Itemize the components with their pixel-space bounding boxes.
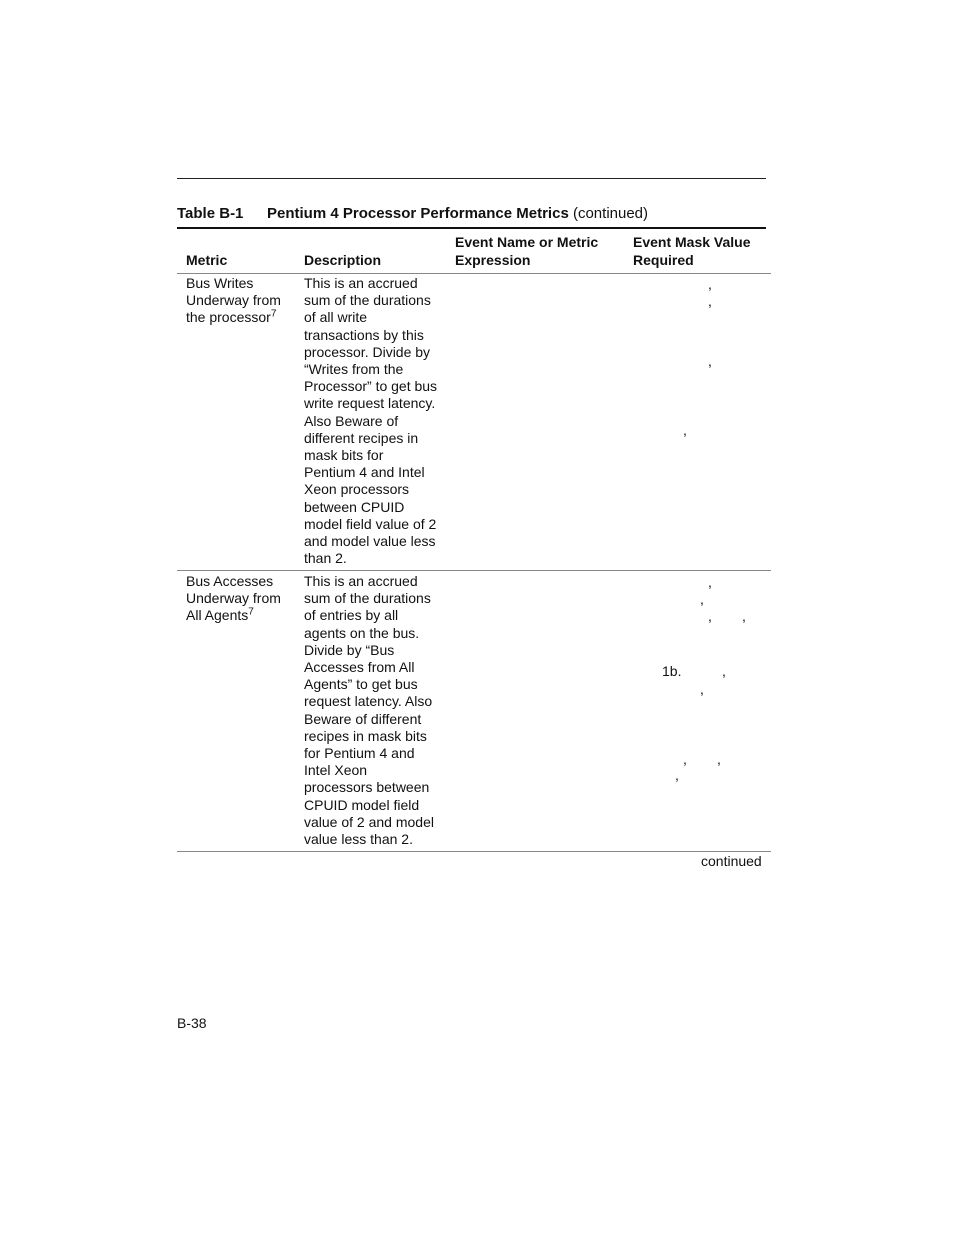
- table-name: Pentium 4 Processor Performance Metrics: [267, 205, 569, 222]
- row2-metric-line: [186, 607, 281, 624]
- row2-metric-text: All Agents: [186, 607, 249, 624]
- mask-fragment: ,: [708, 353, 712, 369]
- mask-fragment: ,: [683, 751, 687, 767]
- table-number: Table B-1: [177, 205, 244, 222]
- continued-note: continued: [701, 853, 762, 869]
- desc-line: value of 2 and model: [304, 813, 434, 830]
- top-rule: [177, 178, 766, 179]
- desc-line: This is an accrued: [304, 275, 418, 291]
- mask-fragment: ,: [700, 591, 704, 607]
- desc-line: agents on the bus.: [304, 624, 420, 641]
- mask-fragment: ,: [708, 608, 712, 624]
- desc-line: transactions by this: [304, 326, 424, 343]
- mask-fragment: ,: [708, 574, 712, 590]
- desc-line: request latency. Also: [304, 693, 433, 710]
- desc-line: value less than 2.: [304, 831, 413, 848]
- mask-fragment: ,: [675, 767, 679, 783]
- row2-description: [304, 573, 434, 848]
- page-number: B-38: [177, 1015, 207, 1031]
- mask-fragment: ,: [742, 608, 746, 624]
- mask-fragment: ,: [683, 422, 687, 438]
- row2-metric-line: Bus Accesses: [186, 573, 274, 589]
- table-title: [177, 205, 648, 222]
- desc-line: CPUID model field: [304, 796, 420, 813]
- desc-line: Xeon processors: [304, 481, 410, 498]
- desc-line: “Writes from the: [304, 361, 404, 378]
- desc-line: sum of the durations: [304, 590, 431, 607]
- mask-fragment: ,: [717, 751, 721, 767]
- title-rule: [177, 227, 766, 229]
- desc-line: of entries by all: [304, 607, 399, 624]
- header-mask-line1: Event Mask Value: [633, 234, 751, 250]
- row1-metric-line: Underway from: [186, 292, 281, 309]
- header-metric: Metric: [186, 252, 228, 268]
- desc-line: write request latency.: [304, 395, 436, 412]
- desc-line: model field value of 2: [304, 515, 437, 532]
- desc-line: different recipes in: [304, 429, 419, 446]
- row2-metric-line: Underway from: [186, 590, 281, 607]
- desc-line: Also Beware of: [304, 412, 399, 429]
- footnote-ref: 7: [270, 308, 277, 320]
- row1-description: [304, 275, 437, 567]
- mask-fragment: ,: [722, 663, 726, 679]
- desc-line: Divide by “Bus: [304, 641, 395, 658]
- mask-fragment: ,: [700, 681, 704, 697]
- desc-line: mask bits for: [304, 447, 384, 464]
- desc-line: processor. Divide by: [304, 343, 431, 360]
- table-qualifier: (continued): [572, 205, 649, 222]
- mask-fragment: ,: [708, 276, 712, 292]
- mask-fragment: 1b.: [662, 663, 682, 679]
- row1-metric: [186, 275, 281, 327]
- row-rule: [177, 851, 771, 852]
- desc-line: This is an accrued: [304, 573, 418, 589]
- row1-metric-line: Bus Writes: [186, 275, 254, 291]
- mask-fragment: ,: [708, 293, 712, 309]
- header-description: Description: [304, 252, 382, 268]
- header-event-line2: Expression: [455, 252, 531, 268]
- desc-line: and model value less: [304, 533, 436, 550]
- desc-line: Beware of different: [304, 710, 422, 727]
- desc-line: Intel Xeon: [304, 762, 368, 779]
- header-mask-line2: Required: [633, 252, 694, 268]
- header-rule: [177, 273, 771, 274]
- desc-line: of all write: [304, 309, 368, 326]
- desc-line: recipes in mask bits: [304, 727, 427, 744]
- desc-line: than 2.: [304, 550, 347, 567]
- header-mask: [633, 233, 751, 269]
- header-event-line1: Event Name or Metric: [455, 234, 599, 250]
- footnote-ref: 7: [248, 606, 254, 618]
- desc-line: Agents” to get bus: [304, 676, 418, 693]
- desc-line: Pentium 4 and Intel: [304, 464, 425, 481]
- row1-metric-line: [186, 309, 281, 326]
- desc-line: between CPUID: [304, 498, 405, 515]
- row2-metric: [186, 573, 281, 625]
- desc-line: sum of the durations: [304, 292, 431, 309]
- desc-line: Processor” to get bus: [304, 378, 438, 395]
- desc-line: Accesses from All: [304, 659, 415, 676]
- desc-line: processors between: [304, 779, 430, 796]
- row-rule: [177, 570, 771, 571]
- row1-metric-text: the processor: [186, 309, 271, 326]
- desc-line: for Pentium 4 and: [304, 745, 415, 762]
- header-event: [455, 233, 598, 269]
